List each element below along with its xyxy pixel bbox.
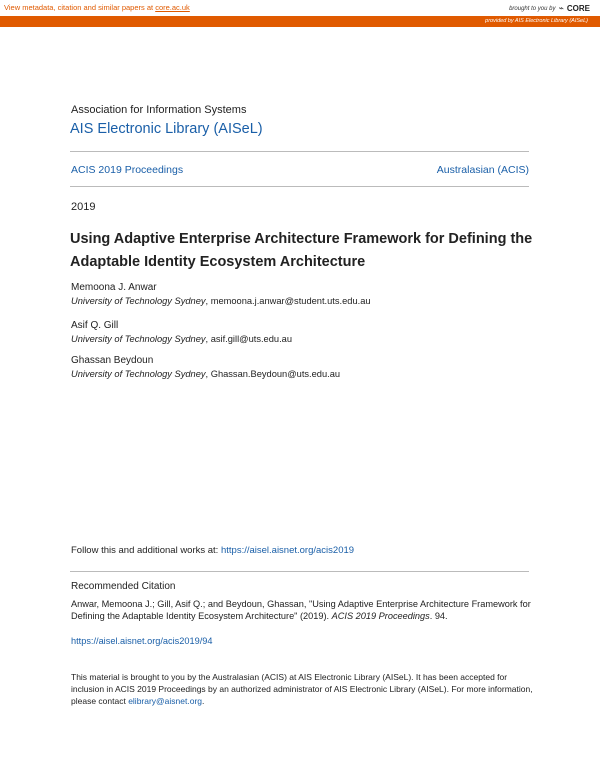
note-text: This material is brought to you by the Australasian (ACIS) at AIS Electronic Library (AISeL). It has been accepted for inclusion in ACIS 2019 Proceedings by an authorized administrator of AIS Electronic Library (AISeL). For more information, please contact — [71, 672, 533, 706]
provided-by-text: provided by AIS Electronic Library (AISeL) — [485, 18, 588, 24]
divider — [70, 151, 529, 152]
follow-text: Follow this and additional works at: — [71, 545, 221, 556]
core-ac-uk-link[interactable]: core.ac.uk — [155, 3, 190, 12]
proceedings-link[interactable]: ACIS 2019 Proceedings — [71, 164, 184, 176]
affiliation-name: University of Technology Sydney — [71, 369, 206, 379]
citation-url-link[interactable]: https://aisel.aisnet.org/acis2019/94 — [71, 636, 213, 646]
divider — [70, 571, 529, 572]
affiliation-name: University of Technology Sydney — [71, 296, 206, 306]
author-affiliation — [71, 369, 340, 379]
citation-journal: ACIS 2019 Proceedings — [331, 611, 430, 621]
author-name: Asif Q. Gill — [71, 320, 119, 331]
follow-url-link[interactable]: https://aisel.aisnet.org/acis2019 — [220, 545, 355, 556]
core-logo-icon: ⌁ — [558, 3, 564, 13]
author-affiliation — [71, 334, 292, 344]
author-email: , Ghassan.Beydoun@uts.edu.au — [205, 369, 341, 379]
core-metadata-text: View metadata, citation and similar papers at — [4, 3, 154, 12]
recommended-citation-heading: Recommended Citation — [71, 581, 176, 592]
author-affiliation — [71, 296, 371, 306]
author-email: , asif.gill@uts.edu.au — [205, 334, 292, 344]
author-name: Memoona J. Anwar — [71, 282, 157, 293]
core-metadata-link[interactable] — [4, 3, 190, 12]
core-banner — [0, 0, 600, 16]
contact-email-link[interactable]: elibrary@aisnet.org — [128, 696, 203, 706]
library-link[interactable]: AIS Electronic Library (AISeL) — [70, 121, 263, 137]
association-name: Association for Information Systems — [71, 104, 247, 116]
paper-title: Using Adaptive Enterprise Architecture Framework for Defining the Adaptable Identity Ecosystem Architecture — [70, 231, 533, 270]
author-name: Ghassan Beydoun — [71, 355, 154, 366]
core-brand[interactable] — [509, 3, 590, 14]
citation-text — [71, 598, 531, 622]
citation-body: Anwar, Memoona J.; Gill, Asif Q.; and Beydoun, Ghassan, "Using Adaptive Enterprise Architecture Framework for Defining the Adaptable Identity Ecosystem Architecture" (2019). — [71, 599, 531, 621]
citation-tail: . 94. — [429, 611, 448, 621]
provider-strip — [0, 16, 600, 27]
follow-works — [71, 545, 354, 556]
brought-to-you-text: brought to you by — [509, 5, 556, 12]
repository-note — [71, 671, 533, 707]
core-logo-text: CORE — [566, 4, 590, 13]
divider — [70, 186, 529, 187]
publication-year: 2019 — [71, 201, 96, 213]
conference-link[interactable]: Australasian (ACIS) — [436, 164, 529, 176]
note-end: . — [202, 696, 205, 706]
author-email: , memoona.j.anwar@student.uts.edu.au — [205, 296, 371, 306]
affiliation-name: University of Technology Sydney — [71, 334, 206, 344]
